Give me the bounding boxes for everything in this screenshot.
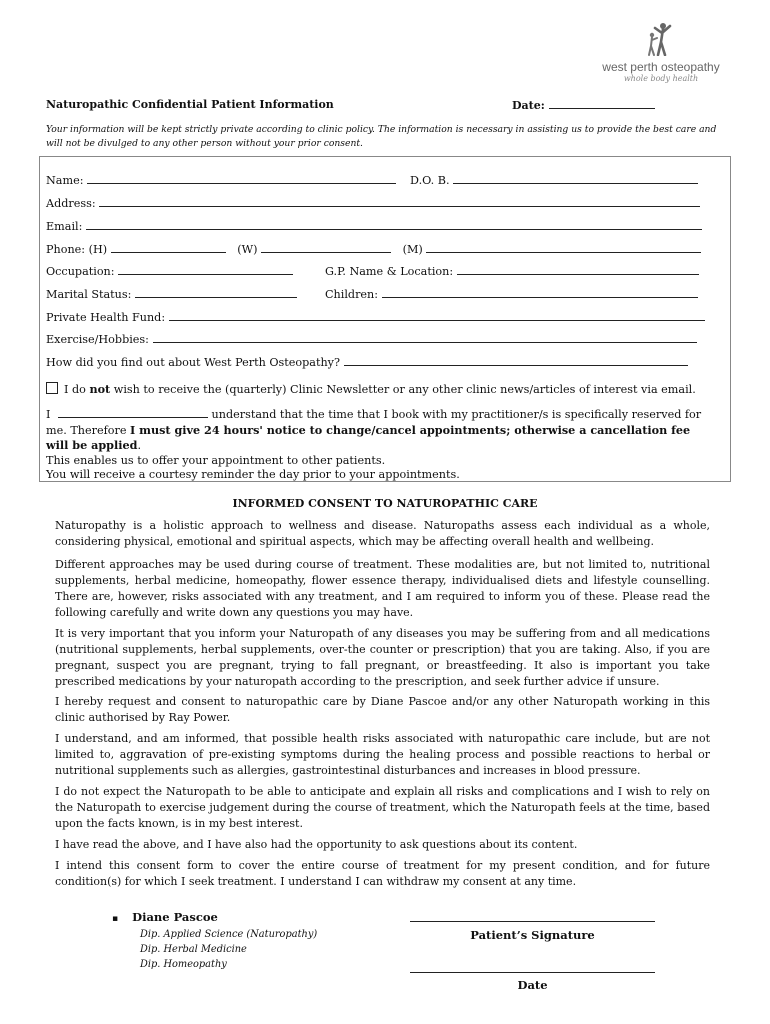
- ack-bold: I must give 24 hours' notice to change/cancel appointments; otherwise a cancellation fee will be applied: [46, 422, 691, 452]
- phone-h-label: Phone: (H): [46, 243, 108, 256]
- name-label: Name:: [46, 174, 84, 187]
- newsletter-text-pre: I do: [64, 383, 90, 396]
- health-fund-label: Private Health Fund:: [46, 311, 166, 324]
- ack-period: .: [137, 439, 142, 452]
- consent-paragraph: I intend this consent form to cover the entire course of treatment for my present condition, and for future condition(s) for which I seek treatment. I understand I can withdraw my consent at any time.: [55, 859, 710, 888]
- patient-signature-line[interactable]: [410, 921, 655, 922]
- email-label: Email:: [46, 220, 83, 233]
- children-row: [325, 286, 698, 301]
- email-field[interactable]: [86, 218, 702, 230]
- logo-figures-icon: [643, 22, 679, 56]
- date-field[interactable]: [512, 98, 655, 112]
- exercise-row: [46, 331, 697, 346]
- consent-paragraph: Different approaches may be used during course of treatment. These modalities are, but not limited to, nutritional supplements, herbal medicine, homeopathy, flower essence therapy, individualised diets and lifestyle counselling. There are, however, risks associated with any treatment, and I am required to inform you of these. Please read the following carefully and write down any questions you may have.: [55, 558, 710, 619]
- ack-line-2: This enables us to offer your appointment to other patients.: [46, 453, 386, 467]
- form-title: Naturopathic Confidential Patient Information: [46, 98, 334, 111]
- name-row: [46, 172, 396, 187]
- exercise-field[interactable]: [153, 331, 697, 343]
- logo-brand: west perth osteopathy: [602, 60, 720, 74]
- bullet-icon: ▪: [112, 914, 119, 924]
- referral-field[interactable]: [344, 354, 688, 366]
- dob-row: [410, 172, 698, 187]
- dob-label: D.O. B.: [410, 174, 450, 187]
- patient-signature-label: Patient’s Signature: [470, 928, 595, 942]
- children-label: Children:: [325, 288, 379, 301]
- newsletter-row: [46, 382, 696, 396]
- exercise-label: Exercise/Hobbies:: [46, 333, 149, 346]
- ack-line-3: You will receive a courtesy reminder the day prior to your appointments.: [46, 468, 460, 481]
- gp-row: [325, 263, 699, 278]
- privacy-note: Your information will be kept strictly private according to clinic policy. The information is necessary in assisting us to provide the best care and will not be divulged to any other person without your prior consent.: [46, 124, 717, 149]
- phone-row: [46, 241, 701, 256]
- clinic-logo: [596, 22, 726, 83]
- qualification: Dip. Applied Science (Naturopathy): [140, 929, 318, 940]
- dob-field[interactable]: [453, 172, 698, 184]
- qualification: Dip. Homeopathy: [140, 959, 227, 970]
- logo-tagline: whole body health: [623, 74, 699, 83]
- referral-label: How did you find out about West Perth Osteopathy?: [46, 356, 340, 369]
- address-field[interactable]: [99, 195, 700, 207]
- gp-field[interactable]: [457, 263, 699, 275]
- consent-paragraph: I do not expect the Naturopath to be able to anticipate and explain all risks and complications and I wish to rely on the Naturopath to exercise judgement during the course of treatment, which the Naturopath feels at the time, based upon the facts known, is in my best interest.: [55, 785, 710, 830]
- date-signature-line[interactable]: [410, 972, 655, 973]
- health-fund-row: [46, 309, 705, 324]
- phone-w-label: (W): [237, 243, 258, 256]
- phone-w-field[interactable]: [261, 241, 391, 253]
- date-signature-label: Date: [517, 978, 548, 992]
- newsletter-text-bold: not: [89, 382, 111, 396]
- consent-paragraph: I have read the above, and I have also had the opportunity to ask questions about its content.: [55, 838, 578, 851]
- phone-m-label: (M): [402, 243, 423, 256]
- occupation-label: Occupation:: [46, 265, 115, 278]
- newsletter-text-post: wish to receive the (quarterly) Clinic Newsletter or any other clinic news/articles of interest via email.: [110, 383, 696, 396]
- ack-text: understand that the time that I book with my practitioner/s is specifically reserved for me. Therefore: [46, 408, 702, 437]
- practitioner-name-text: Diane Pascoe: [132, 910, 218, 924]
- consent-paragraph: Naturopathy is a holistic approach to wellness and disease. Naturopaths assess each individual as a whole, considering physical, emotional and spiritual aspects, which may be affecting overall health and wellbeing.: [55, 519, 710, 548]
- phone-h-field[interactable]: [111, 241, 226, 253]
- children-field[interactable]: [382, 286, 698, 298]
- gp-label: G.P. Name & Location:: [325, 265, 454, 278]
- marital-row: [46, 286, 297, 301]
- ack-i: I: [46, 408, 51, 421]
- marital-label: Marital Status:: [46, 288, 132, 301]
- occupation-row: [46, 263, 293, 278]
- email-row: [46, 218, 702, 233]
- consent-paragraph: I hereby request and consent to naturopathic care by Diane Pascoe and/or any other Naturopath working in this clinic authorised by Ray Power.: [55, 695, 710, 724]
- health-fund-field[interactable]: [169, 309, 705, 321]
- phone-m-field[interactable]: [426, 241, 701, 253]
- consent-title: INFORMED CONSENT TO NATUROPATHIC CARE: [232, 497, 538, 510]
- name-field[interactable]: [87, 172, 396, 184]
- date-line[interactable]: [549, 98, 655, 109]
- address-label: Address:: [46, 197, 96, 210]
- practitioner-qualifications: [140, 927, 317, 972]
- occupation-field[interactable]: [118, 263, 293, 275]
- consent-paragraph: I understand, and am informed, that possible health risks associated with naturopathic care include, but are not limited to, aggravation of pre-existing symptoms during the healing process and possible reactions to herbal or nutritional supplements such as allergies, gastrointestinal disturbances and increases in blood pressure.: [55, 732, 710, 777]
- practitioner-name: [112, 910, 218, 924]
- consent-paragraph: It is very important that you inform your Naturopath of any diseases you may be suffering from and all medications (nutritional supplements, herbal supplements, over-the counter or prescription) that you are taking. Also, if you are pregnant, suspect you are pregnant, trying to fall pregnant, or breastfeeding. It also is important you take prescribed medications by your naturopath according to the prescription, and seek further advice if unsure.: [55, 627, 710, 688]
- qualification: Dip. Herbal Medicine: [140, 944, 247, 955]
- cancellation-acknowledgement: [46, 406, 706, 483]
- marital-field[interactable]: [135, 286, 297, 298]
- address-row: [46, 195, 700, 210]
- newsletter-checkbox[interactable]: [46, 382, 58, 394]
- referral-row: [46, 354, 688, 369]
- ack-name-field[interactable]: [58, 406, 208, 418]
- date-label: Date:: [512, 99, 545, 112]
